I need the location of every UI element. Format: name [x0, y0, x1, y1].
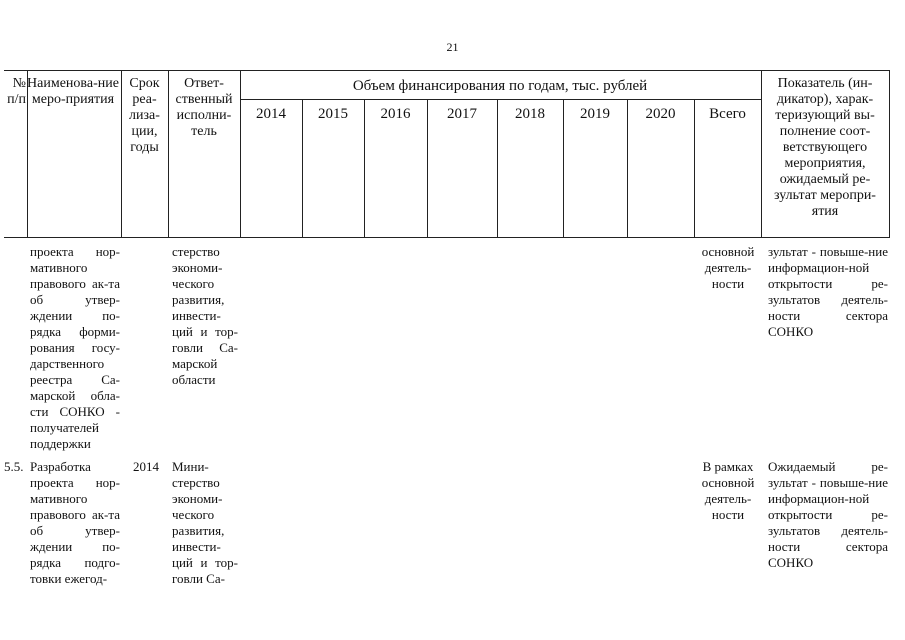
header-year-2014: 2014 [256, 106, 286, 122]
page-number: 21 [446, 40, 459, 54]
header-year-2018: 2018 [515, 106, 545, 122]
row-total: В рамках основной деятель-ности [701, 459, 755, 522]
header-year-2017: 2017 [447, 106, 477, 122]
header-col-term: Срок реа-лиза-ции, годы [129, 76, 160, 155]
row-name: Разработка проекта нор-мативного правового ак-та об утвер-ждении по-рядка подго-товки ежегод- [30, 459, 120, 586]
row-indicator: зультат - повыше-ние информацион-ной открытости ре-зультатов деятель-ности сектора СОНКО [768, 244, 888, 339]
header-col-number: № п/п [7, 76, 26, 107]
row-name: проекта нор-мативного правового ак-та об утвер-ждении по-рядка форми-рования госу-дарственного реестра Са-марской обла-сти СОНКО - получателей поддержки [30, 244, 120, 451]
header-total: Всего [709, 106, 746, 122]
header-year-2019: 2019 [580, 106, 610, 122]
header-col-volume: Объем финансирования по годам, тыс. рублей [352, 78, 648, 94]
row-number: 5.5. [4, 459, 24, 474]
row-term: 2014 [133, 459, 159, 474]
header-col-executor: Ответ-ственный исполни-тель [175, 76, 233, 139]
header-year-2015: 2015 [318, 106, 348, 122]
row-indicator: Ожидаемый ре-зультат - повыше-ние информацион-ной открытости ре-зультатов деятель-ности сектора СОНКО [768, 459, 888, 570]
header-col-name: Наименова-ние меро-приятия [27, 76, 119, 107]
header-col-indicator: Показатель (ин-дикатор), харак-теризующий вы-полнение соот-ветствующего мероприятия, ожидаемый ре-зультат меропри-ятия [774, 76, 876, 219]
header-year-2016: 2016 [380, 106, 411, 122]
row-total: основной деятель-ности [701, 244, 755, 291]
header-year-2020: 2020 [645, 106, 676, 122]
row-executor: Мини-стерство экономи-ческого развития, инвести-ций и тор-говли Са- [172, 459, 238, 586]
row-executor: стерство экономи-ческого развития, инвести-ций и тор-говли Са-марской области [172, 244, 238, 387]
